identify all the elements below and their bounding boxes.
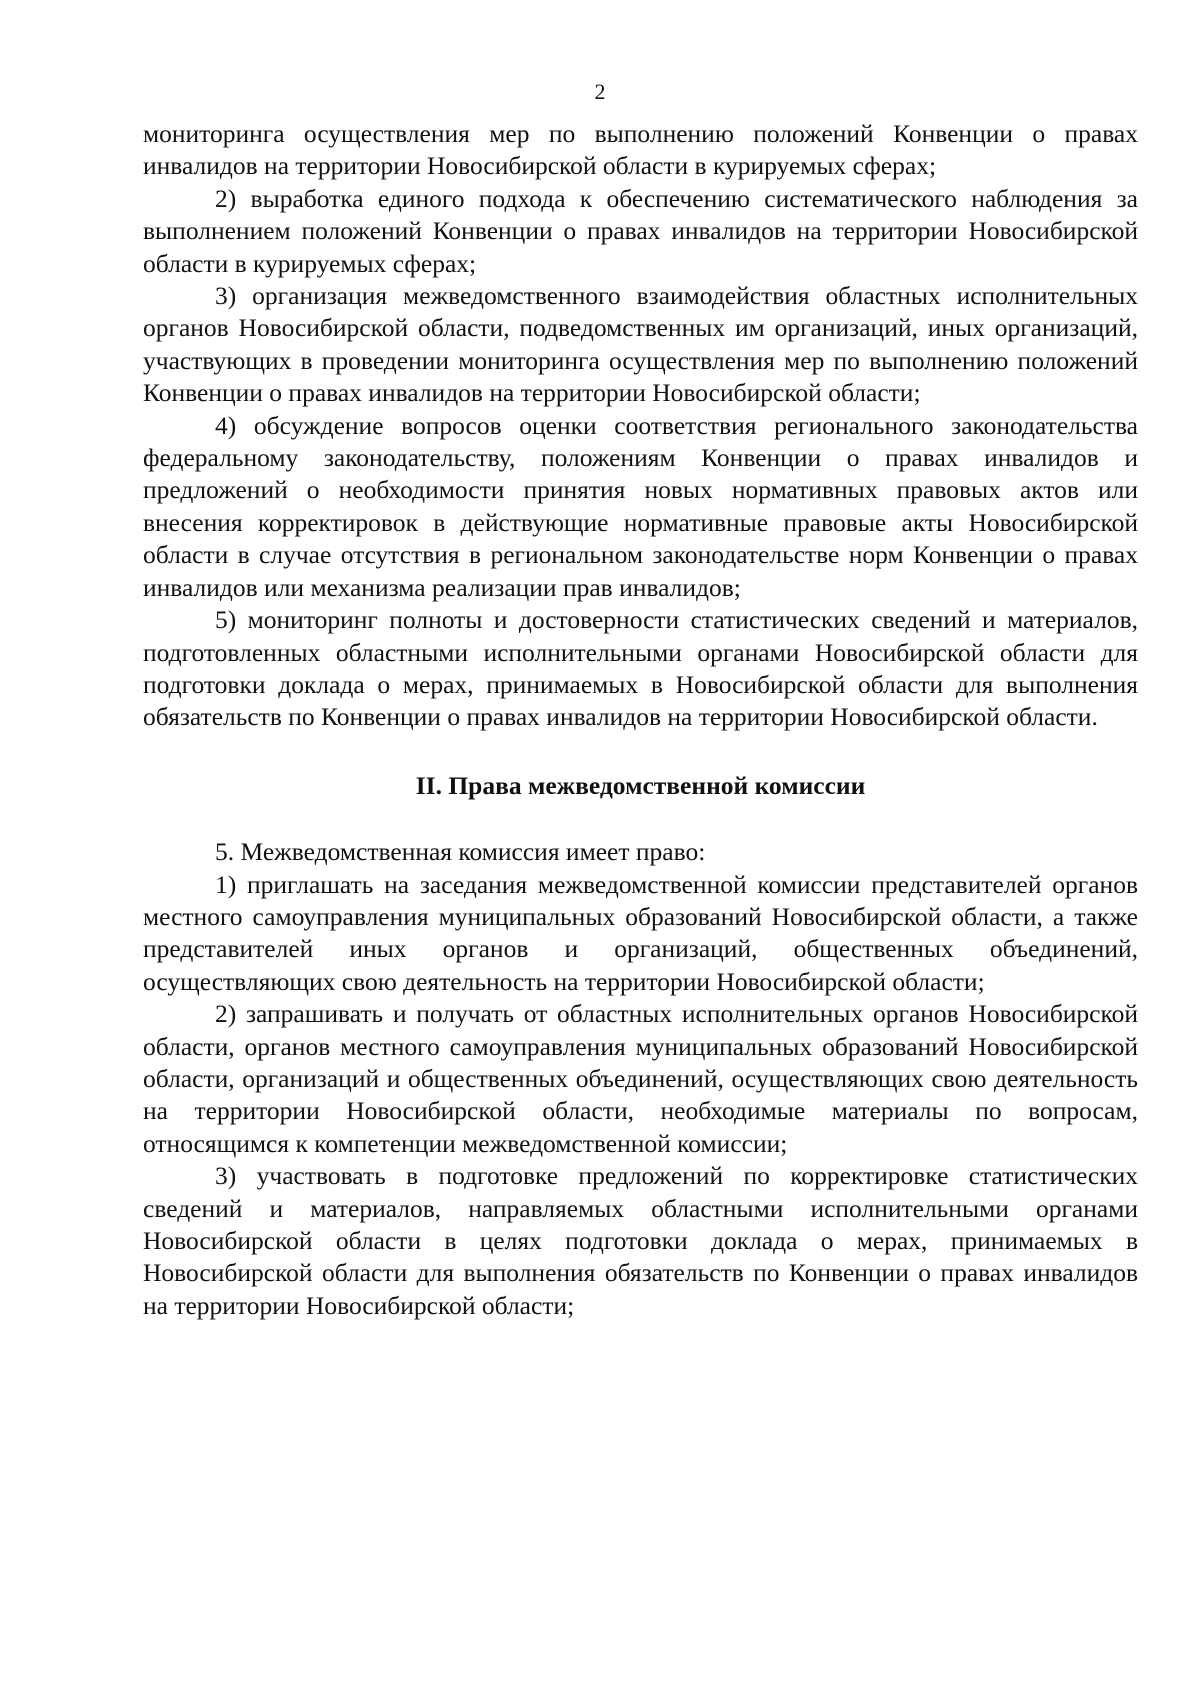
list-item-2: 2) выработка единого подхода к обеспечению систематического наблюдения за выполнением положений Конвенции о правах инвалидов на территории Новосибирской области в курируемых сферах; bbox=[143, 183, 1138, 278]
section-heading: II. Права межведомственной комиссии bbox=[415, 770, 866, 800]
rights-item-1: 1) приглашать на заседания межведомственной комиссии представителей органов местного самоуправления муниципальных образований Новосибирской области, а также представителей иных органов и организаций, общественных объединений, осуществляющих свою деятельность на территории Новосибирской области; bbox=[143, 869, 1138, 996]
page-number: 2 bbox=[594, 79, 606, 104]
list-item-5: 5) мониторинг полноты и достоверности статистических сведений и материалов, подготовленных областными исполнительными органами Новосибирской области для подготовки доклада о мерах, принимаемых в Новосибирской области для выполнения обязательств по Конвенции о правах инвалидов на территории Новосибирской области. bbox=[143, 605, 1138, 732]
rights-item-2: 2) запрашивать и получать от областных исполнительных органов Новосибирской области, органов местного самоуправления муниципальных образований Новосибирской области, организаций и общественных объединений, осуществляющих свою деятельность на территории Новосибирской области, необходимые материалы по вопросам, относящимся к компетенции межведомственной комиссии; bbox=[143, 999, 1138, 1158]
rights-item-3: 3) участвовать в подготовке предложений по корректировке статистических сведений и материалов, направляемых областными исполнительными органами Новосибирской области в целях подготовки доклада о мерах, принимаемых в Новосибирской области для выполнения обязательств по Конвенции о правах инвалидов на территории Новосибирской области; bbox=[143, 1161, 1138, 1320]
paragraph-continuation: мониторинга осуществления мер по выполнению положений Конвенции о правах инвалидов на территории Новосибирской области в курируемых сферах; bbox=[143, 119, 1138, 181]
list-item-4: 4) обсуждение вопросов оценки соответствия регионального законодательства федеральному законодательству, положениям Конвенции о правах инвалидов и предложений о необходимости принятия новых нормативных правовых актов или внесения корректировок в действующие нормативные правовые акты Новосибирской области в случае отсутствия в региональном законодательстве норм Конвенции о правах инвалидов или механизма реализации прав инвалидов; bbox=[143, 410, 1138, 602]
document-body bbox=[143, 118, 1138, 1322]
clause-5-intro: 5. Межведомственная комиссия имеет право: bbox=[215, 837, 706, 867]
list-item-3: 3) организация межведомственного взаимодействия областных исполнительных органов Новосибирской области, подведомственных им организаций, иных организаций, участвующих в проведении мониторинга осуществления мер по выполнению положений Конвенции о правах инвалидов на территории Новосибирской области; bbox=[143, 281, 1138, 408]
